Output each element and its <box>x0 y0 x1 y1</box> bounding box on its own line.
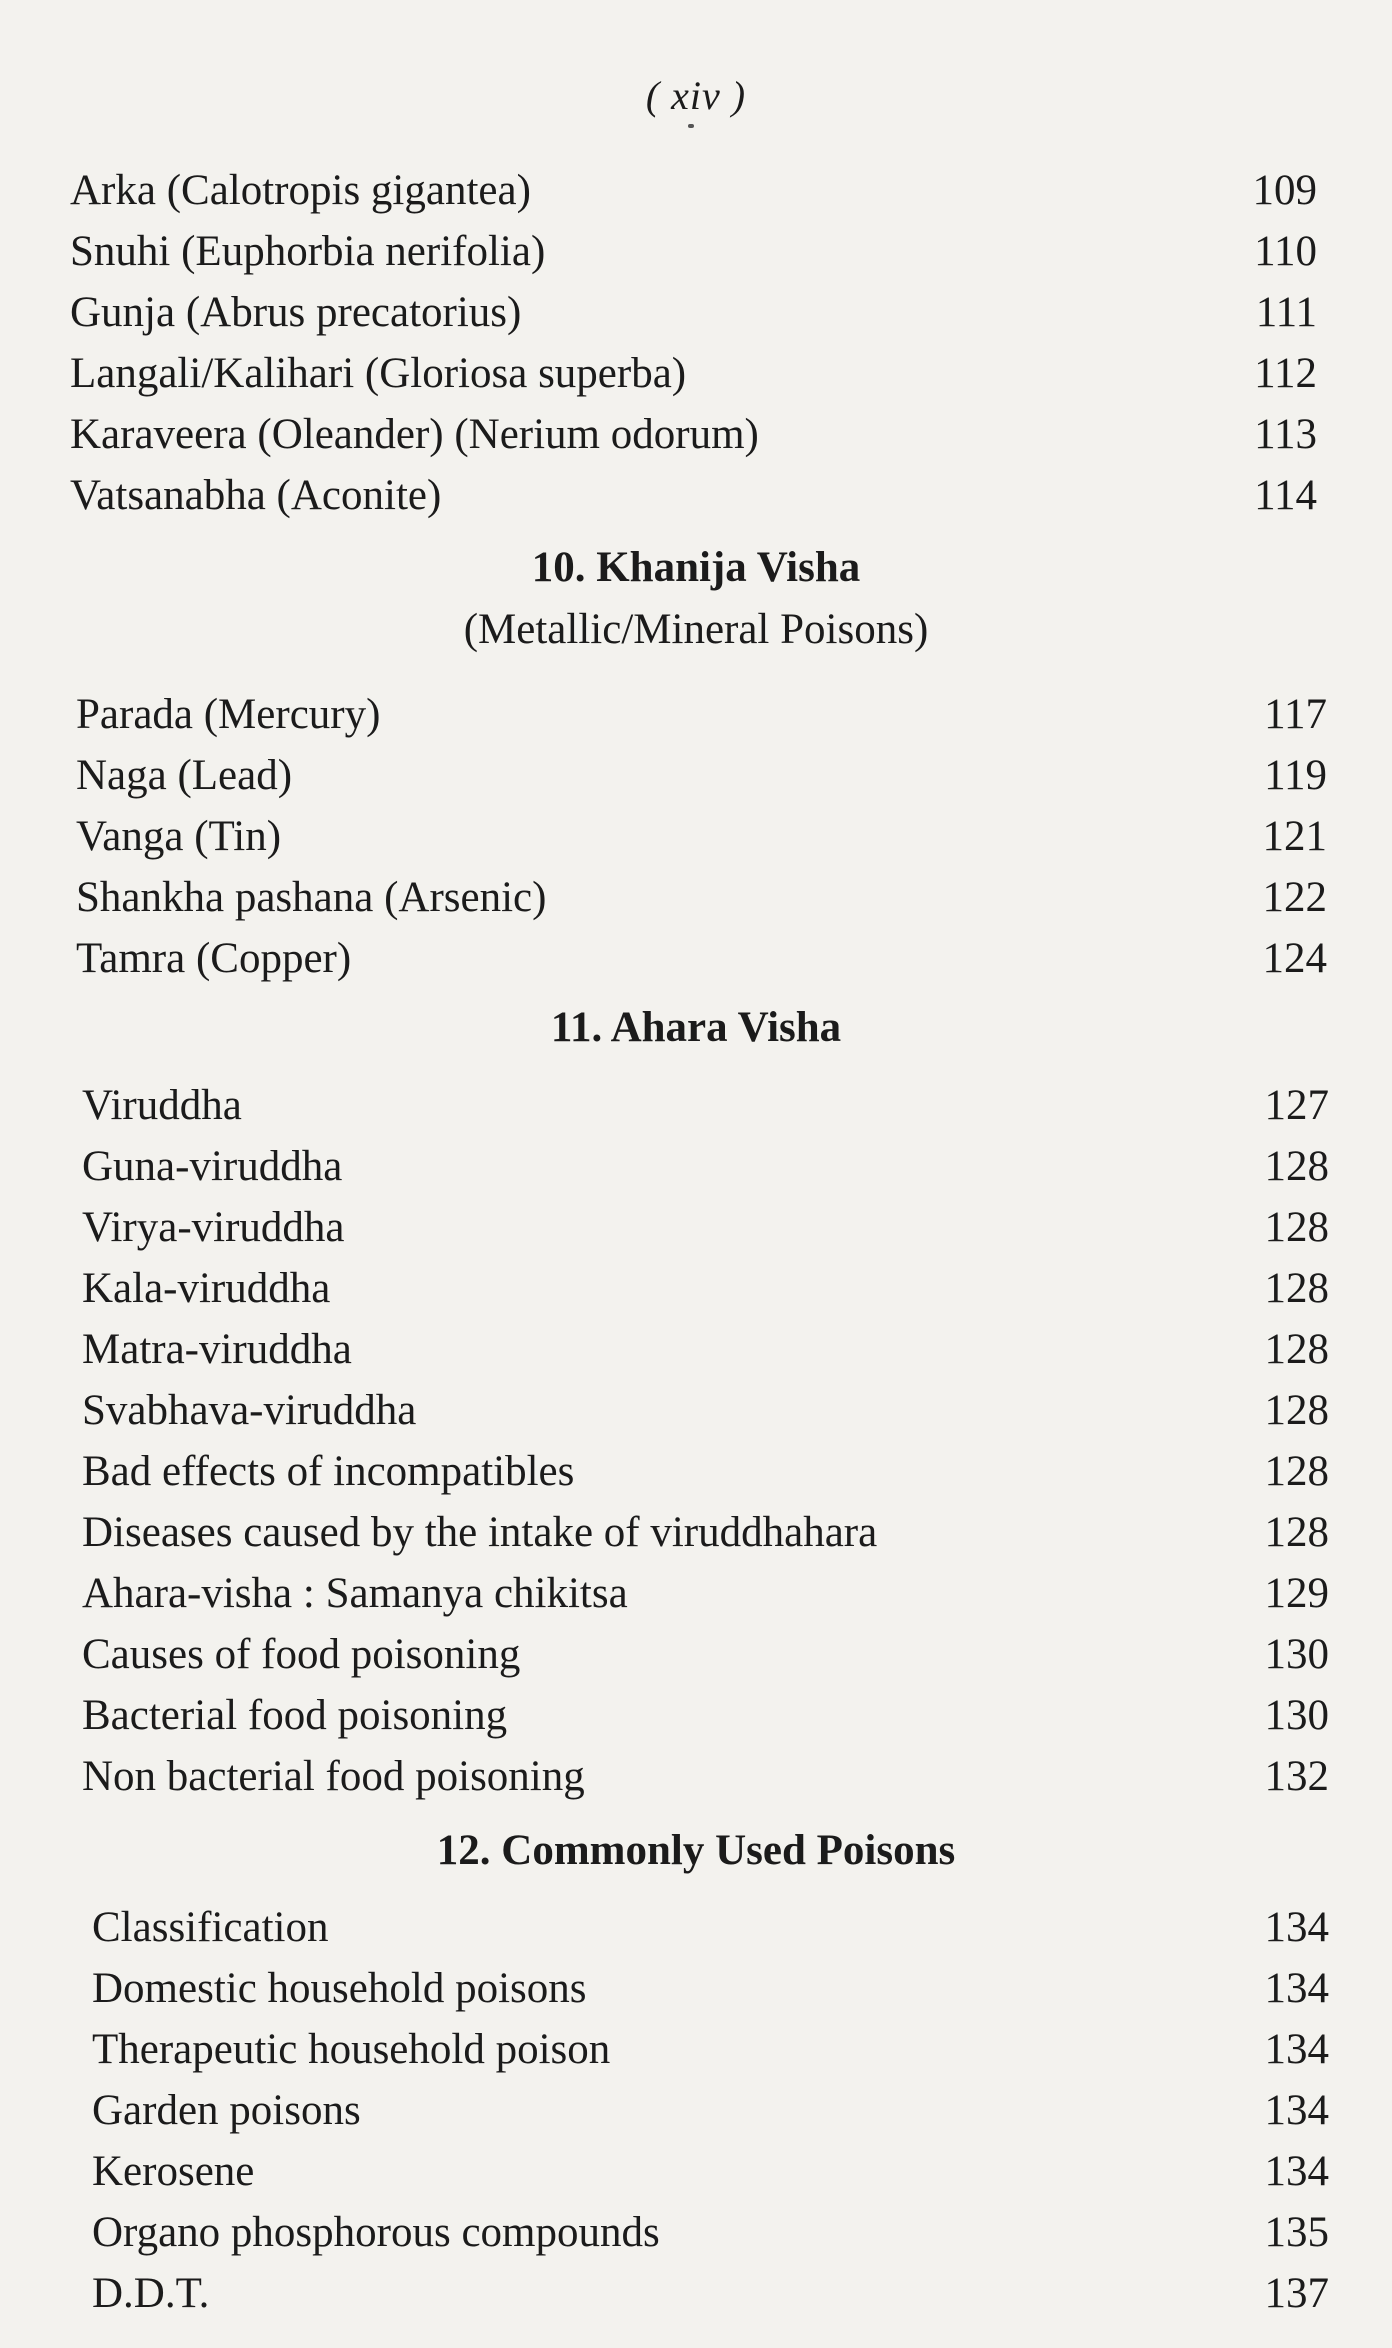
toc-entry-label: Causes of food poisoning <box>82 1631 521 1678</box>
toc-entry <box>82 1624 1329 1685</box>
toc-entry-label: Shankha pashana (Arsenic) <box>76 874 547 921</box>
toc-entry-page: 124 <box>1262 935 1327 982</box>
toc-entry-page: 119 <box>1264 752 1327 799</box>
toc-entry <box>82 1746 1329 1807</box>
toc-entry-label: Garden poisons <box>92 2087 361 2134</box>
toc-entry-label: Organo phosphorous compounds <box>92 2209 660 2256</box>
toc-entry-page: 128 <box>1264 1143 1329 1190</box>
toc-entry-page: 127 <box>1264 1082 1329 1129</box>
toc-entry-label: Virya-viruddha <box>82 1204 345 1251</box>
toc-entry-page: 134 <box>1264 1965 1329 2012</box>
toc-entry-page: 129 <box>1264 1570 1329 1617</box>
toc-entry-page: 132 <box>1264 1753 1329 1800</box>
toc-entry-page: 110 <box>1254 228 1317 275</box>
toc-entry-label: Ahara-visha : Samanya chikitsa <box>82 1570 628 1617</box>
toc-entry <box>70 404 1317 465</box>
toc-entry-page: 137 <box>1264 2270 1329 2317</box>
toc-entry-label: Snuhi (Euphorbia nerifolia) <box>70 228 546 275</box>
chapter-10-subtitle: (Metallic/Mineral Poisons) <box>463 606 929 653</box>
toc-entry-label: Therapeutic household poison <box>92 2026 611 2073</box>
toc-entry-label: Tamra (Copper) <box>76 935 352 982</box>
toc-entry-label: Kala-viruddha <box>82 1265 331 1312</box>
toc-entry-label: Matra-viruddha <box>82 1326 352 1373</box>
toc-entry <box>92 2202 1329 2263</box>
toc-entry-label: Naga (Lead) <box>76 752 293 799</box>
toc-entry-page: 130 <box>1264 1692 1329 1739</box>
toc-entry-page: 128 <box>1264 1204 1329 1251</box>
toc-entry <box>76 745 1327 806</box>
toc-entry <box>82 1075 1329 1136</box>
toc-entry-page: 135 <box>1264 2209 1329 2256</box>
toc-entry-page: 130 <box>1264 1631 1329 1678</box>
toc-entry-page: 113 <box>1254 411 1317 458</box>
toc-entry-label: Bad effects of incompatibles <box>82 1448 575 1495</box>
toc-entry <box>82 1380 1329 1441</box>
toc-entry <box>82 1136 1329 1197</box>
toc-entry <box>82 1197 1329 1258</box>
toc-entry-page: 122 <box>1262 874 1327 921</box>
toc-entry-page: 128 <box>1264 1509 1329 1556</box>
toc-entry <box>92 2019 1329 2080</box>
toc-entry <box>82 1319 1329 1380</box>
toc-entry-page: 114 <box>1254 472 1317 519</box>
toc-entry <box>70 160 1317 221</box>
toc-entry-page: 134 <box>1264 2026 1329 2073</box>
toc-group-chapter-12 <box>0 1897 1392 2324</box>
toc-entry <box>70 282 1317 343</box>
toc-entry-label: Domestic household poisons <box>92 1965 587 2012</box>
toc-entry-label: Bacterial food poisoning <box>82 1692 508 1739</box>
toc-entry-label: Arka (Calotropis gigantea) <box>70 167 531 214</box>
toc-entry <box>92 1958 1329 2019</box>
toc-group-top <box>0 160 1392 526</box>
toc-entry <box>70 465 1317 526</box>
toc-entry-page: 117 <box>1264 691 1327 738</box>
toc-entry-page: 128 <box>1264 1387 1329 1434</box>
toc-entry-label: Vatsanabha (Aconite) <box>70 472 442 519</box>
toc-entry-label: Gunja (Abrus precatorius) <box>70 289 522 336</box>
toc-entry-label: Diseases caused by the intake of viruddhahara <box>82 1509 878 1556</box>
page-number: ( xiv ) <box>645 73 747 118</box>
toc-entry <box>76 684 1327 745</box>
toc-entry-page: 134 <box>1264 1904 1329 1951</box>
toc-entry <box>82 1685 1329 1746</box>
toc-entry <box>92 2263 1329 2324</box>
toc-entry-page: 134 <box>1264 2148 1329 2195</box>
toc-group-chapter-10 <box>0 684 1392 989</box>
toc-entry-label: D.D.T. <box>92 2270 210 2317</box>
toc-entry <box>70 221 1317 282</box>
toc-entry-label: Langali/Kalihari (Gloriosa superba) <box>70 350 687 397</box>
toc-entry <box>92 1897 1329 1958</box>
toc-entry-page: 128 <box>1264 1326 1329 1373</box>
toc-entry-label: Non bacterial food poisoning <box>82 1753 585 1800</box>
toc-entry-page: 128 <box>1264 1448 1329 1495</box>
toc-entry-page: 134 <box>1264 2087 1329 2134</box>
toc-entry-label: Vanga (Tin) <box>76 813 282 860</box>
toc-entry-label: Karaveera (Oleander) (Nerium odorum) <box>70 411 759 458</box>
toc-entry <box>92 2141 1329 2202</box>
toc-group-chapter-11 <box>0 1075 1392 1807</box>
toc-entry-label: Kerosene <box>92 2148 255 2195</box>
toc-entry-page: 109 <box>1252 167 1317 214</box>
toc-entry <box>76 806 1327 867</box>
toc-entry <box>82 1563 1329 1624</box>
chapter-12-title: 12. Commonly Used Poisons <box>436 1827 956 1874</box>
toc-entry-page: 121 <box>1262 813 1327 860</box>
toc-entry-label: Viruddha <box>82 1082 242 1129</box>
toc-entry <box>92 2080 1329 2141</box>
toc-entry-page: 112 <box>1254 350 1317 397</box>
toc-entry <box>82 1502 1329 1563</box>
chapter-11-title: 11. Ahara Visha <box>550 1004 842 1051</box>
toc-entry-label: Classification <box>92 1904 329 1951</box>
toc-entry-label: Svabhava-viruddha <box>82 1387 417 1434</box>
toc-entry-label: Guna-viruddha <box>82 1143 343 1190</box>
toc-entry <box>76 928 1327 989</box>
toc-entry-page: 111 <box>1255 289 1317 336</box>
toc-entry <box>70 343 1317 404</box>
toc-entry-label: Parada (Mercury) <box>76 691 381 738</box>
toc-entry <box>82 1441 1329 1502</box>
toc-entry <box>82 1258 1329 1319</box>
dot-mark <box>688 124 694 128</box>
chapter-10-title: 10. Khanija Visha <box>531 544 861 591</box>
toc-entry <box>76 867 1327 928</box>
toc-entry-page: 128 <box>1264 1265 1329 1312</box>
